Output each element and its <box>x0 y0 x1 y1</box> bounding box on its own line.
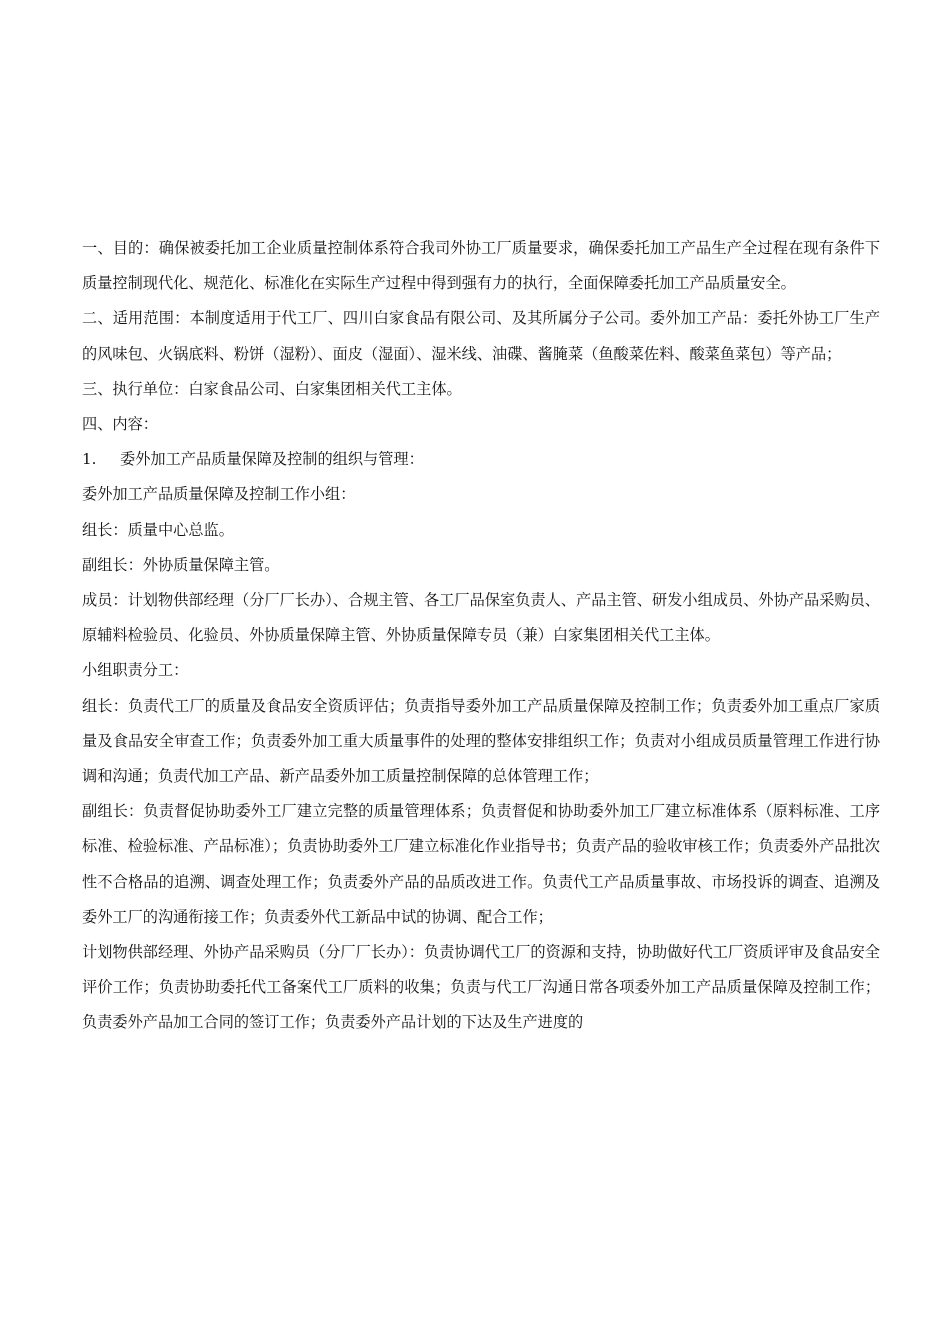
paragraph-executing-unit: 三、执行单位：白家食品公司、白家集团相关代工主体。 <box>82 379 462 398</box>
paragraph-deputy-leader: 副组长：外协质量保障主管。 <box>82 555 280 574</box>
item-number: 1. <box>82 450 97 469</box>
document-body <box>82 231 880 1041</box>
paragraph-working-group: 委外加工产品质量保障及控制工作小组： <box>82 485 356 504</box>
paragraph-planning-duties: 计划物供部经理、外协产品采购员（分厂厂长办）：负责协调代工厂的资源和支持，协助做好代工厂资质评审及食品安全评价工作；负责协助委托代工备案代工厂质料的收集；负责与代工厂沟通日常各项委外加工产品质量保障及控制工作；负责委外产品加工合同的签订工作；负责委外产品计划的下达及生产进度的 <box>82 943 880 1032</box>
paragraph-duties-heading: 小组职责分工： <box>82 661 189 680</box>
paragraph-leader: 组长：质量中心总监。 <box>82 520 234 539</box>
paragraph-deputy-duties: 副组长：负责督促协助委外工厂建立完整的质量管理体系；负责督促和协助委外加工厂建立标准体系（原料标准、工序标准、检验标准、产品标准）；负责协助委外工厂建立标准化作业指导书；负责产品的验收审核工作；负责委外产品批次性不合格品的追溯、调查处理工作；负责委外产品的品质改进工作。负责代工产品质量事故、市场投诉的调查、追溯及委外工厂的沟通衔接工作；负责委外代工新品中试的协调、配合工作； <box>82 802 880 926</box>
paragraph-purpose: 一、目的：确保被委托加工企业质量控制体系符合我司外协工厂质量要求，确保委托加工产品生产全过程在现有条件下质量控制现代化、规范化、标准化在实际生产过程中得到强有力的执行，全面保障委托加工产品质量安全。 <box>82 239 880 293</box>
paragraph-scope: 二、适用范围：本制度适用于代工厂、四川白家食品有限公司、及其所属分子公司。委外加工产品：委托外协工厂生产的风味包、火锅底料、粉饼（湿粉）、面皮（湿面）、湿米线、油碟、酱腌菜（鱼酸菜佐料、酸菜鱼菜包）等产品； <box>82 309 880 363</box>
paragraph-members: 成员：计划物供部经理（分厂厂长办）、合规主管、各工厂品保室负责人、产品主管、研发小组成员、外协产品采购员、原辅料检验员、化验员、外协质量保障主管、外协质量保障专员（兼）白家集团相关代工主体。 <box>82 591 880 645</box>
paragraph-leader-duties: 组长：负责代工厂的质量及食品安全资质评估；负责指导委外加工产品质量保障及控制工作；负责委外加工重点厂家质量及食品安全审查工作；负责委外加工重大质量事件的处理的整体安排组织工作；负责对小组成员质量管理工作进行协调和沟通；负责代加工产品、新产品委外加工质量控制保障的总体管理工作； <box>82 696 880 786</box>
paragraph-content-heading: 四、内容： <box>82 415 158 434</box>
numbered-item-1 <box>82 442 880 477</box>
item-text: 委外加工产品质量保障及控制的组织与管理： <box>120 450 424 469</box>
